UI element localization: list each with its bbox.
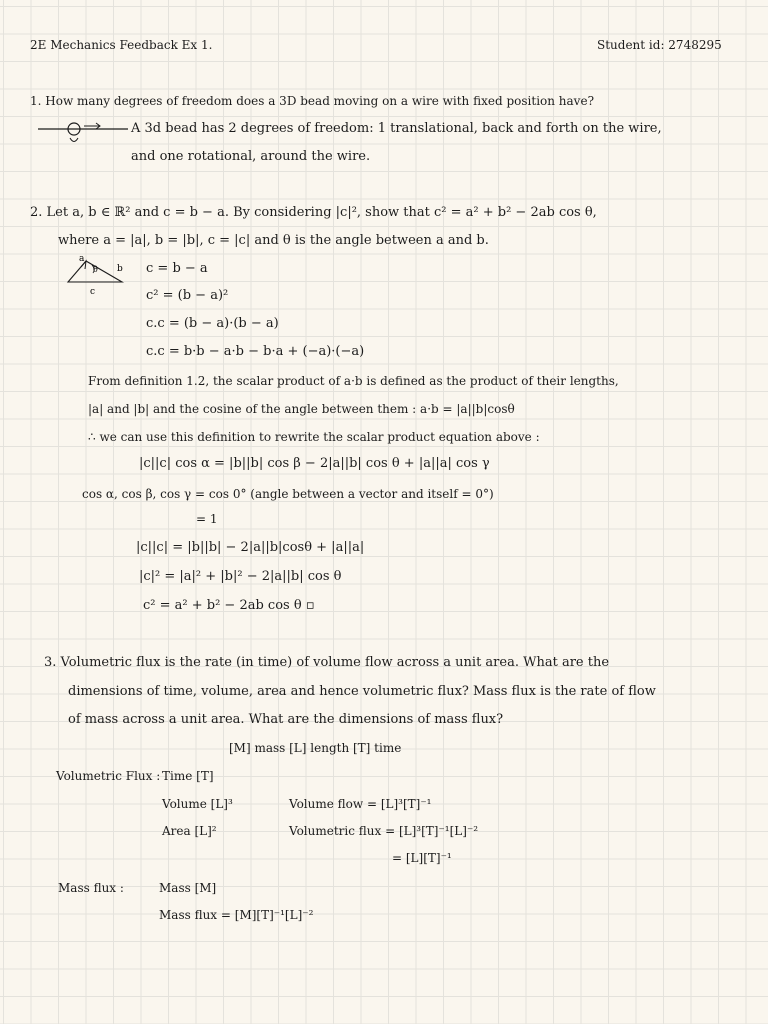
q2-explanation-line1: From definition 1.2, the scalar product of a·b is defined as the product of their lengths, xyxy=(88,374,619,388)
q3-question-line3: of mass across a unit area. What are the dimensions of mass flux? xyxy=(68,712,504,727)
q2-step-2: c² = (b − a)² xyxy=(146,288,229,303)
q2-step-1: c = b − a xyxy=(146,261,208,276)
q3-legend: [M] mass [L] length [T] time xyxy=(229,741,402,755)
q2-explanation-line2: |a| and |b| and the cosine of the angle between them : a·b = |a||b|cosθ xyxy=(88,402,515,416)
q1-answer-line1: A 3d bead has 2 degrees of freedom: 1 translational, back and forth on the wire, xyxy=(131,121,662,136)
triangle-label-theta: θ xyxy=(93,265,98,274)
q2-explanation-line3: ∴ we can use this definition to rewrite the scalar product equation above : xyxy=(88,430,540,444)
page-title: 2E Mechanics Feedback Ex 1. xyxy=(30,38,213,52)
q1-answer-line2: and one rotational, around the wire. xyxy=(131,149,371,164)
q2-question-line1: 2. Let a, b ∈ ℝ² and c = b − a. By considering |c|², show that c² = a² + b² − 2ab cos θ, xyxy=(30,205,597,220)
mass-flux: Mass flux = [M][T]⁻¹[L]⁻² xyxy=(159,908,314,922)
triangle-label-b: b xyxy=(117,264,123,274)
q2-cos-note: cos α, cos β, cos γ = cos 0° (angle between a vector and itself = 0°) xyxy=(82,487,494,501)
mass-dimension: Mass [M] xyxy=(159,881,217,895)
volume-flow: Volume flow = [L]³[T]⁻¹ xyxy=(289,797,432,811)
volumetric-flux-result: = [L][T]⁻¹ xyxy=(392,851,452,865)
volumetric-flux: Volumetric flux = [L]³[T]⁻¹[L]⁻² xyxy=(289,824,479,838)
area-dimension: Area [L]² xyxy=(162,824,217,838)
q2-final-step-2: |c|² = |a|² + |b|² − 2|a||b| cos θ xyxy=(139,569,342,584)
student-id: Student id: 2748295 xyxy=(597,38,722,52)
q3-question-line2: dimensions of time, volume, area and hence volumetric flux? Mass flux is the rate of flow xyxy=(68,684,656,699)
time-dimension: Time [T] xyxy=(162,769,214,783)
q2-final-step-3: c² = a² + b² − 2ab cos θ ▫ xyxy=(143,598,315,613)
q1-question: 1. How many degrees of freedom does a 3D bead moving on a wire with fixed position have? xyxy=(30,94,594,108)
mass-flux-label: Mass flux : xyxy=(58,881,124,895)
triangle-label-c: c xyxy=(90,287,96,297)
q2-step-4: c.c = b·b − a·b − b·a + (−a)·(−a) xyxy=(146,344,365,359)
q2-final-step-1: |c||c| = |b||b| − 2|a||b|cosθ + |a||a| xyxy=(136,540,365,555)
q2-step-3: c.c = (b − a)·(b − a) xyxy=(146,316,279,331)
q2-cos-value: = 1 xyxy=(196,512,218,526)
volume-dimension: Volume [L]³ xyxy=(162,797,233,811)
triangle-figure xyxy=(62,252,132,300)
q3-question-line1: 3. Volumetric flux is the rate (in time) of volume flow across a unit area. What are the xyxy=(44,655,610,670)
q2-rewrite: |c||c| cos α = |b||b| cos β − 2|a||b| cos θ + |a||a| cos γ xyxy=(139,456,490,471)
volumetric-flux-label: Volumetric Flux : xyxy=(56,769,161,783)
triangle-label-a: a xyxy=(79,254,85,264)
bead-on-wire-figure xyxy=(38,118,128,148)
q2-question-line2: where a = |a|, b = |b|, c = |c| and θ is the angle between a and b. xyxy=(58,233,489,248)
